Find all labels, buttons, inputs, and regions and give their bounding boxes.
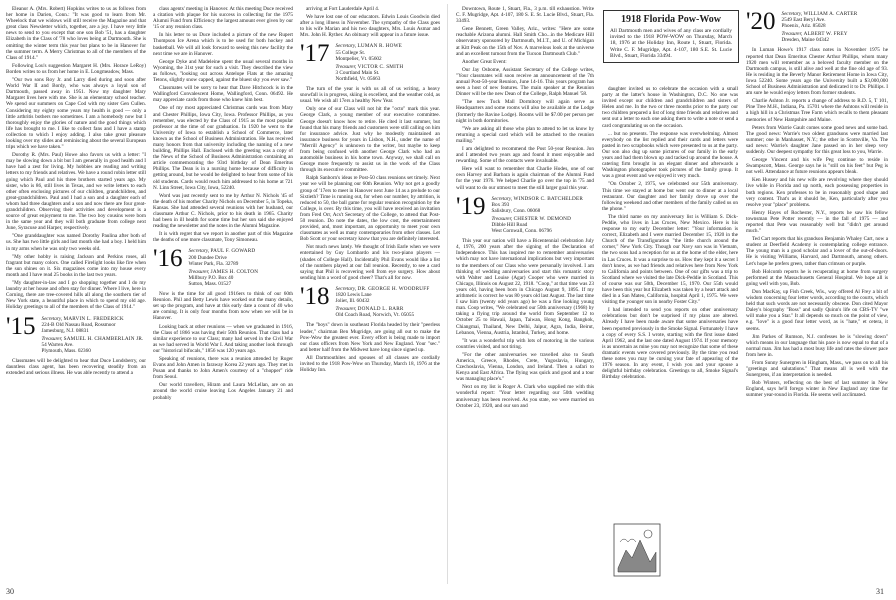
class-officers: Secretary, WILLIAM A. CARTER 2549 East Beryl Ave. Phoenix, Ariz. 85028 Treasurer, ALBERT W. FREY Dresden, Maine 04342 bbox=[781, 11, 858, 44]
paragraph: All Dartmouthites and spouses of all classes are cordially invited to the 1918 Pow-Wow on Thursday, March 18, 1976 at the Holiday Inn. bbox=[300, 354, 440, 374]
woodcut-icon bbox=[612, 522, 662, 578]
column-6 bbox=[746, 6, 888, 401]
paragraph: Ralph Sanborn's ideas re Post-50 class reunions set timely. Next year we will be planning our 60th Reunion. Why not get a goodly group of '17ers to meet in Hanover next June 14 as a prelude to our Sixtieth? Time is running out, for when our number, by attrition, is reduced to 50, the ball game for regular reunion recognition by the College, is over. By this time, you will have received an invitation from Fred Orr, Acs't Secretary of the College, to attend that Post-50 reunion. Do note the dates, the low cost, the entertainment provided, and, most important, an opportunity to meet your own classmates as well as many contemporaries from other classes. Let Bob Scott or your secretary know that you are definitely interested. bbox=[300, 175, 440, 243]
box-title: 1918 Florida Pow-Wow bbox=[621, 14, 721, 25]
paragraph: We have lost one of our educators. Edwin Louis Goodwin died after a long illness in November. The sympathy of the Class goes to his wife Marian and his two daughters, Mrs. Louis Asmar and Mrs. John H. Ryther. An obituary will appear in a future issue. bbox=[300, 14, 440, 39]
page-gutter bbox=[447, 4, 448, 584]
column-2 bbox=[153, 6, 293, 403]
paragraph: Another Great Event: bbox=[462, 58, 507, 65]
pow-wow-announcement-box bbox=[603, 10, 739, 63]
paragraph: "My daughter-in-law and I go shopping together and I do my laundry at her house and often stay for dinner. Where I live, here in Corning, there are tree-covered hills all along the southern tier of New York state, a beautiful place in which to spend my old age. Holiday greetings to all of the members of the Class of 1914." bbox=[6, 280, 146, 311]
paragraph: I am delighted to recommend the Post 50-year Reunion. Jon and I attended two years ago and found it most enjoyable and rewarding. Some of the contacts were invaluable. bbox=[456, 145, 594, 165]
class-year-number: '15 bbox=[6, 312, 36, 340]
paragraph: Following Lou's suggestion Margaret H. (Mrs. Horace LeRoy) Borden writes to us from her home in E. Longmeadow, Mass. bbox=[6, 62, 146, 75]
paragraph: The third name on my anniversary list is William S. Dick-Peddie, who lives in Las Cruces, New Mexico. Here is his response to my early December letter: "Your information is correct, Elizabeth and I were married December 15, 1920 in the Church of the Transfiguration "the little church around the corner," New York City. Though our Navy son was in Vietnam, the two sons had a reception for us at the home of the elder, here in Las Cruces. It was a surprise to us. How they kept it a secret I don't know, as we had friends and relatives here from New York to California and points between. One of our gifts was a trip to Scotland where we visited the late Dick-Peddie in Scotland. This of course was our 50th, December 15, 1970. Our 55th would have been this year but Elizabeth was taken by a heart attack and died in a San Mateo, California, hospital April 1, 1975. We were visiting the younger son in nearby Foster City." bbox=[602, 213, 738, 306]
column-1 bbox=[6, 6, 146, 378]
paragraph: One of my most appreciated Christmas cards was from Mary and Chester Phillips, Iowa City, Iowa. Professor Phillips, as you remember, was elected by the Class of 1915 as the most popular professor at the time of our graduation. In 1920 he went to the University of Iowa to establish a School of Commerce, later known as the School of Business Administration. He has received many honors from that university including the naming of a new building, Phillips Hall. Enclosed with the greeting was a copy of the News of the School of Business Administration containing an article commemorating the 93rd birthday of Dean Emeritus Phillips. The Dean is in a nursing home because of difficulty in getting around, but he would be delighted to hear from some of his old students. Cards would reach him addressed to his home at 721 N. Linn Street, Iowa City, Iowa, 52240. bbox=[153, 105, 293, 191]
paragraph: Speaking of reunions, there was a reunion attended by Roger Evans and John Amen in faraway Korea 22 years ago. They met in Pusan and thanks to John Amen's courtesy of a "chopper" ride from Seoul. bbox=[153, 355, 293, 381]
paragraph: Now is the time for all good 1916ers to think of our 60th Reunion. Phil and Betty Lewis have worked out the many details, set up the program, and have at this early date a count of 40 who are coming. It is only four months from now when we will be in Hanover. bbox=[153, 291, 293, 322]
class-year-number: '17 bbox=[300, 40, 330, 68]
paragraph: "The new Tuck Mall Dormitory will again serve as Headquarters and some rooms will also be available at the Lodge (formerly the Ravine Lodge). Rooms will be $7.00 per person per night in both dormitories. bbox=[456, 99, 594, 124]
paragraph: Bob Holcomb reports he is recuperating at home from surgery performed at the Massachusetts General Hospital. We hope all is going well with you, Bob. bbox=[746, 268, 888, 287]
paragraph: Ted Cart reports that his grandson Benjamin Whaley Cart, now a student at Deerfield Academy is contemplating college entrance. The young man is a good scholar and a lover of the out-of-doors. He is visiting Williams, Harvard, and Dartmouth, among others. Let's hope he prefers green, rather than crimson or purple. bbox=[746, 236, 888, 267]
class-year-number: '16 bbox=[153, 245, 183, 273]
column-4 bbox=[456, 6, 594, 411]
paragraph: Classmates will be delighted to hear that Duce Londsberry, our dauntless class agent, has been recovering steadily from an extended and serious illness. He was able recently to attend a bbox=[6, 358, 146, 377]
paragraph: Eleanor A. (Mrs. Robert) Hopkins writes to us as follows from her home in Darien, Conn.: "It was good to learn from Mr. Wheelock that we widows will still receive the Magazine and that great class Newsletter which, together, are a joy. I have very little news to send to you except that one son Bob '51, has a daughter Elizabeth in the Class of '78 who loves being at Dartmouth. She is omitting the winter term this year but plans to be in Hanover for the summer term. A Merry Christmas to all of the members of the Class of 1914." bbox=[6, 6, 146, 61]
class-officers: Secretary, MARVIN L. FREDERICK 224-B Old Nassau Road, Rossmoor Jamesburg, N.J. 08831 Treasurer, SAMUEL H. CHAMBERLAIN JR. 54 Warren Ave. Plymouth, Mass. 02360 bbox=[41, 315, 144, 354]
paragraph: It is with regret that we report in another part of this Magazine the deaths of one more classmate, Tony Simoneau. bbox=[153, 231, 293, 244]
sketch-illustration bbox=[612, 522, 662, 578]
paragraph: "It was a wonderful trip with lots of motoring in the various countries visited, and not tiring. bbox=[456, 337, 594, 350]
class-officers: Secretary, PAUL F. GOWARD 200 Dundee Drive Winter Park, Fla. 32789 Treasurer, JAMES H. COLTON Millbury P.O. Box 40 Sutton, Mass. 01527 bbox=[188, 248, 259, 287]
paragraph: "For the other anniversaries we travelled also to South America, Greece, Rhodes, Crete, Yugoslavia, Hungary, Czechoslavia, Vienna, London, and Ireland. Then a safari to Kenya and East Africa. The flying was quick and good and a tour was managing place's." bbox=[456, 351, 594, 383]
paragraph: Ken Hussey and his new wife are revolving where they should live while in Florida and up north, each possessing properties in both regions. Ken professes to be in reasonably good shape and very content. That's as it should be, Ken, particularly after you resolve your "place" problems. bbox=[746, 177, 888, 208]
paragraph: Bob Winters, reflecting on the best of last summer in New England, says he'll forego winter in New England any time for summer year-round in Florida. He seems well acclimated. bbox=[746, 380, 888, 399]
paragraph: Classmates will be sorry to hear that Dave Hitchcock is in the Wallingford Convalescent Home, Wallingford, Conn. 06492. He may appreciate cards from those who knew him best. bbox=[153, 85, 293, 104]
paragraph: Not much news lately. We thought of Irish Earle when we were entertained by Guy Lombardo and his two-piano players — (shades of College Hall). Incidentally Phil Evans would like a list of the numbers played at our fall reunion. Recently, to see a card saying that Phil is recovering well from eye surgery. How about sending him a word of good cheer? That's all for now. bbox=[300, 244, 440, 281]
paragraph: Word was just recently sent to me by Arthur N. Nichols '45 of the death of his mother Charity Nichols on December 5, in Topeka, Kansas. She had attended several reunions with her husband, our classmate Arthur C. Nichols, prior to his death in 1965. Charity had been in ill health for some time but her son said she enjoyed reading the newsletter and the notes in the Alumni Magazine. bbox=[153, 192, 293, 230]
paragraph: arriving at Fort Lauderdale April 4. bbox=[306, 6, 380, 12]
paragraph: Our Jay Osbome, Assistant Secretary of the College writes, "Your classmates will soon receive an announcement of the 7th annual Post-50-year Reunion, June 14-16. This years program has seen a host of new features. The main speaker at the Reunion Dinner will be the new Dean of the College, Ralph Manuel '58. bbox=[456, 66, 594, 98]
paragraph: Here will want to remember that Charlie Hodes, one of our own Harvey and Barbara is again chairman of the Alumni Fund for the year 1976. We helped Charlie go over the top in '75 and will want to do our utmost to meet the still larger goal this year. bbox=[456, 166, 594, 191]
class-officers: Secretary, DR. GEORGE H. WOODRUFF 1820 Lewis Lane Joliet, Ill. 60432 Treasurer, DONALD L. BARR Old Coach Road, Norwich, Vt. 05055 bbox=[335, 285, 430, 319]
paragraph: daughter invited us to celebrate the occasion with a small party at the latter's house in Washington, D.C. No one was invited except our children and grandchildren and sisters of Helen and me. In the two or three months prior to the party our two children prepared a list of long time friends and relatives and sent out a letter to each one asking them to write a note or send a card congratulating us on the occasion. bbox=[602, 86, 738, 129]
paragraph: Next on my list is Roger A. Clark who supplied me with this wonderful report: "Your letter regarding our 50th wedding anniversary has been received. As you state, we were married on October 23, 1920, and our son and bbox=[456, 384, 594, 409]
class-header-1918 bbox=[300, 282, 440, 319]
paragraph: Only one of our Class will not hit the "octo" mark this year. George Clark, a young member of our executive committee. George doesn't know how to retire. He cited it last summer, but found that his many friends and customers were still calling on him for insurance advice. Just why he modestly maintained an insurance business for years in Lisbon, N.H., under the name of "Merrill Agency" is unknown to the writer, but maybe to keep from being confused with another George Clark who had an automobile business in his home town. Anyway, we shall call on George more frequently to assist us in the work of the Class through its executive committee. bbox=[300, 106, 440, 174]
paragraph: Downtown, Route 1, Stuart, Fla., 3 p.m. till exhaustion. Write C. F. Mugridge, Apt. 4-107, 180 S. E. St. Lucie Blvd., Stuart, Fla. 33493. bbox=[456, 6, 594, 25]
paragraph: Dorothy R. (Mrs. Paul) Howe also favors us with a letter: "I may be slowing down a bit but I am generally in good health and I have had a zest for living. My hobbies are reading and writing letters to my friends and relatives. We have a round robin letter still going which Paul and his three brothers started years ago. My sister, who is 86, still lives in Texas, and we write letters to each other often enclosing pictures of our children, grandchildren, and great-grandchildren. Paul and I had a son and a daughter each of whom had three daughters and a son and now there are four great-grandchildren. Observing their activities and development is a source of great enjoyment to me. The two boy cousins were born in the same year and they will both graduate from college next June, Syracuse and Harper, respectively. bbox=[6, 152, 146, 232]
paragraph: "On October 2, 1975, we celebrated our 55th anniversary. This time we stayed at home but went out to dinner at a local restaurant. Our daughter and her family drove up over the following weekend and other members of the family called us on the phone." bbox=[602, 181, 738, 212]
paragraph: "Our two sons Roy Jr. and Larry died during and soon after World War II and Bordy, who was always a loyal son of Dartmouth, passed away in 1951. Now my daughter Mary Margaret lives here with me. She is an elementary school teacher. We spend our summers on Cape Cod with my sister Gen Cullen. Considering my eighty some years my health is good — only a little arthritis bothers me sometimes. I am a homebody now but I thoroughly enjoy the glories of nature and the good things which life has brought to me. I like to collect fans and I have a stamp collection to which I enjoy adding. I also take great pleasure looking over my slides and reminiscing about the several European trips which we have taken." bbox=[6, 77, 146, 151]
class-header-1917 bbox=[300, 42, 440, 82]
paragraph: Don MacKay, up Fish Creek, Wis., way offered Al Frey a bit of wisdom concerning four letter words, according to the courts, which held that such words are not necessarily obscene. Don cited Mayor Daley's biography "Boss" and sadly Quinn's life on CBS-TV "we will make you a Star." It all depends so much on the point of view, e.g. "love" is a good four letter word, as is "hate," et cetera, it seems. bbox=[746, 288, 888, 332]
paragraph: Henry Hayes of Rochester, N.Y., reports he saw his fellow townsman Pete Potter recently — in the fall of 1975 — and reported that Pete was reasonably well but "didn't get around much." bbox=[746, 209, 888, 235]
class-header-1920 bbox=[746, 10, 888, 43]
class-header-1916 bbox=[153, 247, 293, 287]
paragraph: The "boys" down in southeast Florida headed by their "peerless leader," chairman Ben Mugridge, are going all out to make the Pow-Wow the greatest ever. Every effort is being made to import our class officers from New York and New England. Your "sec." and better half from the Midwest have long since signed up. bbox=[300, 322, 440, 353]
class-header-1919 bbox=[456, 192, 594, 235]
box-text: All Dartmouth men and wives of any class are cordially invited to the 1918 POW-WOW on Thursday, March 18, 1976 at the Holiday Inn, Route 1, Stuart, Florida. Write C. F. Mugridge, Apt. 4-107, 180 S.E. St. Lucie Blvd., Stuart, Florida 33494. bbox=[610, 28, 732, 59]
paragraph: In Luman Howe's 1917 class notes in November 1975 he reported that Dean Emeritus Chester Arthur Phillips, whom many 1920 men will remember as a beloved faculty member on the Dartmouth campus, is still alive and well at the fine old age of 93. He is residing in the Beverly Manor Retirement Home in Iowa City, Iowa 52240. Some years ago the University built a $3,000,000 School of Business Administration and dedicated it to Dr. Phillips. I am sure he would enjoy letters from former students. bbox=[746, 47, 888, 97]
paragraph: The turn of the year is with us all of us writing, a heavy snowfall is in progress, skiing is excellent, and the weather cold, as usual. We wish all 17ers a healthy New Year. bbox=[300, 86, 440, 105]
paragraph: Gene Bennett, Green Valley, Ariz., writes: "Here are some reachable Arizona alumni. Hall Smith Cho...in the Medicare Hill observatory sponsored by Dartmouth, M.I.T., and U. of Michigan at Kitt Peak on the 15th of Nov. A marvelous look at the universe and an excellent turnout from the Tucson Dartmouth Club." bbox=[456, 26, 594, 57]
class-year-number: '20 bbox=[746, 8, 776, 35]
paragraph: Jim Parkes of Rumson, N.J. confesses he is "slowing down" which means in our language that his pace is now equal to that of a normal man. Jim has had a most busy life and rates the slower pace from here in. bbox=[746, 333, 888, 358]
paragraph: "One granddaughter was named Dorothy Paulina after both of us. She has two little girls and last month she had a boy. I held him in my arms when he was only two weeks old. bbox=[6, 233, 146, 252]
paragraph: "My other hobby is raising Jackson and Perkins roses, all fragrant but many colors. One called Firelight looks like fire when the sun shines on it. Six magazines come into my house every month and I have read 25 books in the last two years. bbox=[6, 253, 146, 278]
class-header-1915 bbox=[6, 312, 146, 355]
paragraph: Looking back at other reunions — when we graduated in 1916, the Class of 1866 was having their 50th Reunion. That class had a similar experience to our Class; many had served in the Civil War as we had served in World War I. And taking another look through our "historical bifocals," 1856 was 120 years ago. bbox=[153, 323, 293, 354]
paragraph: Our world travellers, Hiram and Laura McLellan, are on an around the world cruise leaving Los Angeles January 21 and probably bbox=[153, 382, 293, 401]
paragraph: Peters from Warrie Gault comes some good news and some bad. The good news: Warrie's two oldest grandsons were married last summer; one in Manhasset, N.Y.; the other in Scottsville, Va. The sad news: Warrie's daughter Jane passed on in her sleep very suddenly. Our deepest sympathy for this great loss to you, Warrie. bbox=[746, 124, 888, 155]
paragraph: "We are asking all those who plan to attend to let us know by returning a special card which will be attached to the reunion mailing." bbox=[456, 125, 594, 144]
class-year-number: '19 bbox=[456, 192, 486, 220]
paragraph: George Vincent and his wife Peg continue to reside in Swampscott, Mass. George says he is "still on his feet" but Peg is not well. Attendance at future reunions appears bleak. bbox=[746, 157, 888, 176]
page-number-right: 31 bbox=[876, 587, 884, 596]
page-number-left: 30 bbox=[6, 587, 14, 596]
column-3 bbox=[300, 6, 440, 375]
class-officers: Secretary, WINDSOR C. BATCHELDER Box 393 Salisbury, Conn. 06068 Treasurer, CHESTER W. DEMOND Dibble Hill Road West Cornwall, Conn. 06796 bbox=[491, 195, 583, 235]
paragraph: I had intended to send you reports on other anniversary celebrations but don't be surprised if my plans are altered. Already I have been made aware that some anniversaries have been reported previously in the Smoke Signal. Fortunately I have a copy of every S.S. I wrote, starting with the first issue dated April 1962, and the last one dated August 1974. If your memory is as uncertain as mine you may not recognize that some of these dramatic events were covered previously. By the time you read these notes you may be cursing your fate of appearing of the 1976 season. In any event, I wish you and your spouse a delightful birthday celebration. Greetings to all, Smoke Signal's Birthday celebration. bbox=[602, 307, 738, 381]
class-officers: Secretary, LUMAN R. HOWE 55 College St. Montpelier, Vt. 05602 Treasurer, VICTOR C. SMITH 3 Courtland Main St. Northfield, Vt. 05663 bbox=[335, 43, 404, 82]
column-5 bbox=[602, 86, 738, 382]
paragraph: In his letter to us Duce included a picture of the new Rupert Thompson Ice Arena which is to be used for both hockey and basketball. We will all look forward to seeing this new facility the next time we are in Hanover. bbox=[153, 32, 293, 57]
paragraph: class agents' meeting in Hanover. At this meeting Duce received a citation with plaque for his success in collecting for the 1975 Alumni Fund from Efficiency the largest amount ever given by our '15 or any reunion class. bbox=[153, 6, 293, 31]
class-year-number: '18 bbox=[300, 282, 330, 310]
paragraph: Charlie Ashton Jr. reports a change of address to R.D. 5, T 101, Pine Tree M.H., Indiana, Pa. 15701 where the Ashtons will reside in a high hill in a Christmas Tree Farm which recalls to them pleasant memories of New Hampshire and Maine. bbox=[746, 98, 888, 123]
paragraph: ... but no presents. The response was overwhelming. Almost everybody on the list replied and their cards and letters were pasted in two scrapbooks which were presented to us at the party. Our son also dug up some pictures of our family in the early years and had them blown up and tacked up around the house. A catering firm brought in an elegant dinner and afterwards a Washington photographer took pictures of the family group. It was a great event and we enjoyed it very much. bbox=[602, 130, 738, 180]
paragraph: From Sunny Sunergren in Hingham, Mass., we pass on to all his "greetings and salutations." That means all is well with the Sunergrens, if an interpretation is needed. bbox=[746, 359, 888, 379]
paragraph: George Dyke and Madeleine spent the usual several months in Wyoming, the 31st year for such a visit. They described the view as follows, "looking out across Antelope Flats at the amazing Tetons, slightly snow capped, against the bluest sky you ever saw." bbox=[153, 58, 293, 84]
paragraph: This year our nation will have a Bicentennial celebration July 4, 1976, 200 years after the signing of the Declaration of Independence. This has inspired me to remember anniversaries which may not have international implications but very important to the members of our Class who were personally involved. I am thinking of wedding anniversaries and start this romantic story with Walter and Louise (Agar) Cooper who were married in Chicago, Illinois on August 22, 1918. "Coop," at that time was 23 years old, having been born in Chicago August 9, 1895. If my arithmetic is correct he was 80 years old last August. The last time I saw him (twenty odd years ago) he was a fine looking young man. Coop writes, "We celebrated our 50th anniversary (1968) by taking a flying trip around the world from September 12 to October 25 to Hawaii, Japan, Taiwan, Hong Kong, Bangkok, Chiangmai, Thailand, New Delhi, Jaipur, Agra, India, Beirut, Lebanon, Vienna, Austria, Istanbul, Turkey, and home. bbox=[456, 238, 594, 336]
